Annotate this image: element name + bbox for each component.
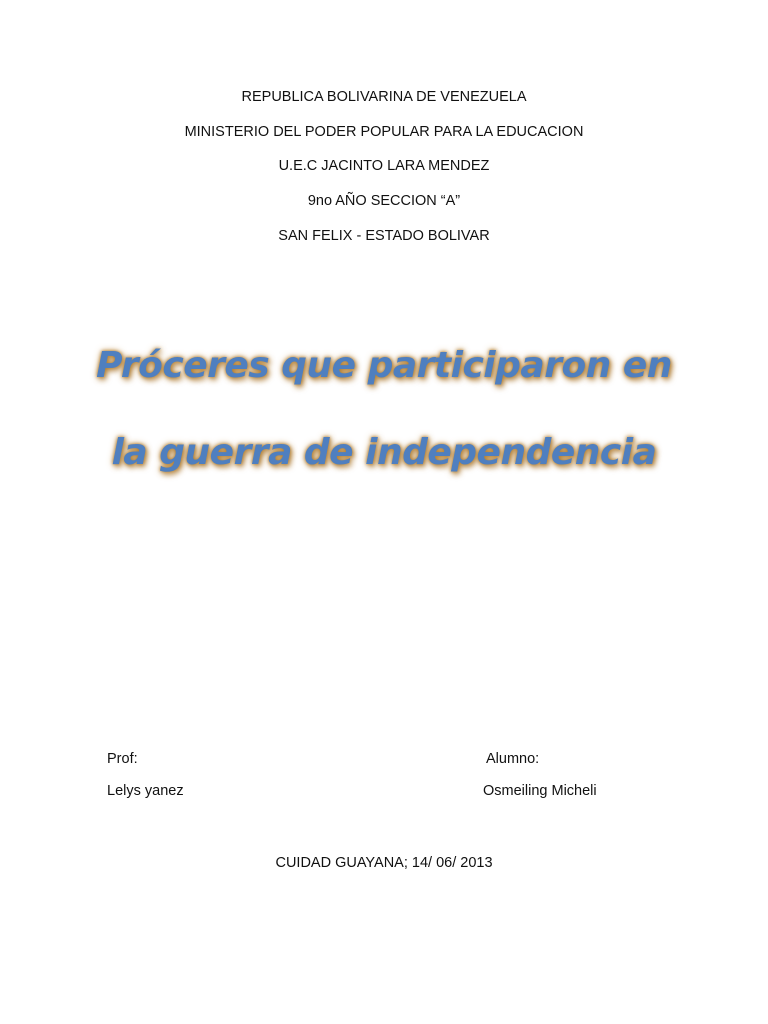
header-location: SAN FELIX - ESTADO BOLIVAR xyxy=(278,228,490,244)
header-school: U.E.C JACINTO LARA MENDEZ xyxy=(278,158,490,174)
teacher-label: Prof: xyxy=(107,751,138,767)
title-line-2: la guerra de independencia xyxy=(111,432,657,473)
header-ministry: MINISTERIO DEL PODER POPULAR PARA LA EDUCACION xyxy=(184,124,584,140)
title-line-1: Próceres que participaron en xyxy=(96,345,672,386)
teacher-name: Lelys yanez xyxy=(107,783,184,799)
student-label: Alumno: xyxy=(486,751,540,767)
header-grade-section: 9no AÑO SECCION “A” xyxy=(307,193,461,209)
place-date: CUIDAD GUAYANA; 14/ 06/ 2013 xyxy=(275,855,493,871)
student-name: Osmeiling Micheli xyxy=(483,783,597,799)
header-republic: REPUBLICA BOLIVARINA DE VENEZUELA xyxy=(241,89,527,105)
